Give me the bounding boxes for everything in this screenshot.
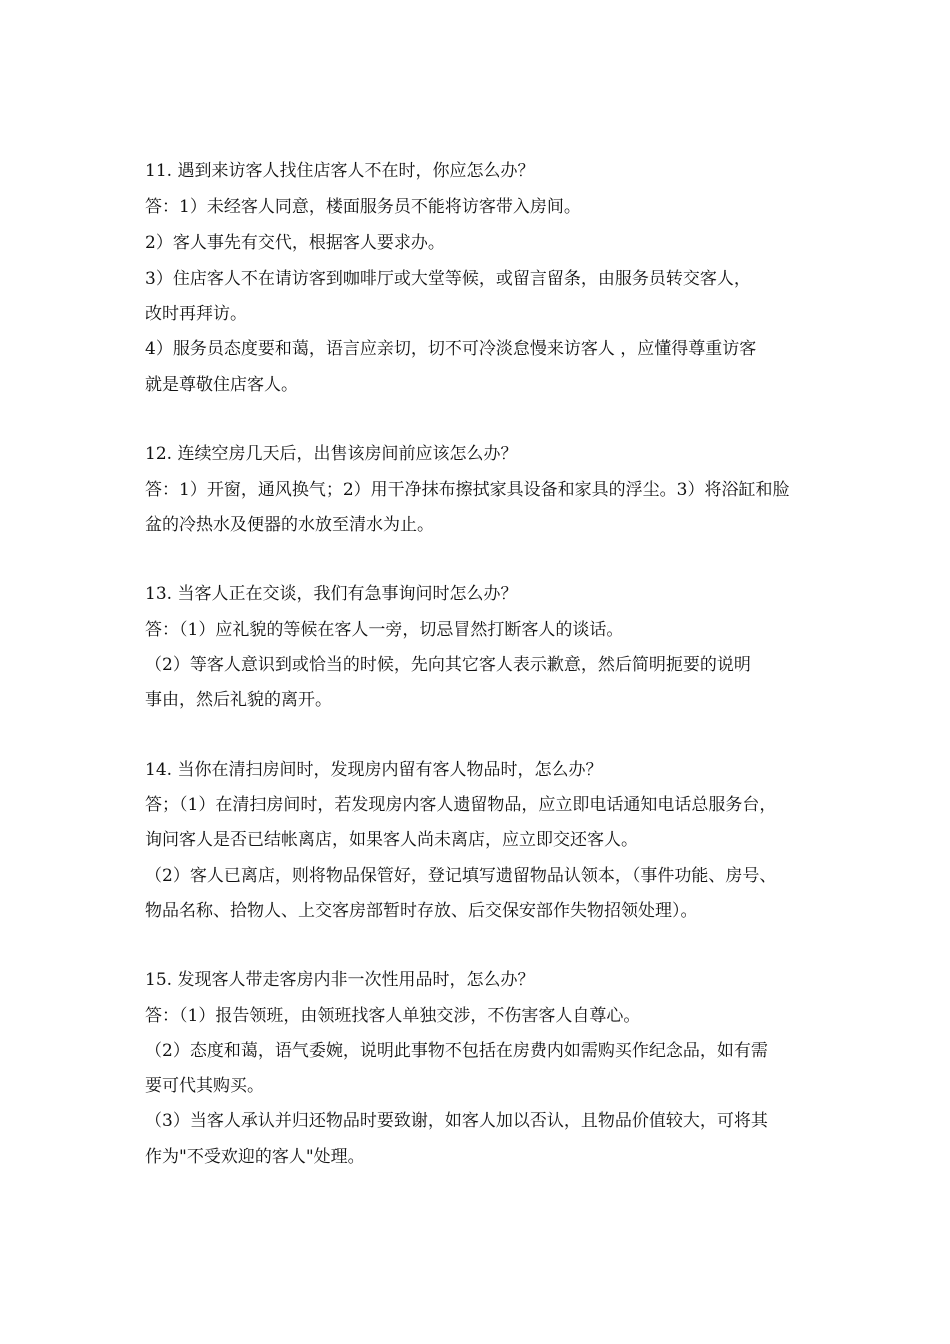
- answer-12-line-1: 答：1）开窗，通风换气；2）用干净抹布擦拭家具设备和家具的浮尘。3）将浴缸和脸: [145, 480, 790, 500]
- question-15-title: 15. 发现客人带走客房内非一次性用品时，怎么办？: [145, 970, 535, 990]
- answer-15-line-4: （3）当客人承认并归还物品时要致谢，如客人加以否认，且物品价值较大，可将其: [145, 1111, 768, 1131]
- answer-13-line-2: （2）等客人意识到或恰当的时候，先向其它客人表示歉意，然后简明扼要的说明: [145, 655, 751, 675]
- answer-14-line-1: 答；（1）在清扫房间时，若发现房内客人遗留物品，应立即电话通知电话总服务台，: [145, 795, 777, 815]
- answer-11-line-3: 3）住店客人不在请访客到咖啡厅或大堂等候，或留言留条，由服务员转交客人，: [145, 269, 751, 289]
- answer-13-line-1: 答：（1）应礼貌的等候在客人一旁，切忌冒然打断客人的谈话。: [145, 620, 624, 640]
- answer-11-line-4: 改时再拜访。: [145, 304, 247, 324]
- answer-15-line-5: 作为"不受欢迎的客人"处理。: [145, 1147, 365, 1167]
- answer-15-line-2: （2）态度和蔼，语气委婉，说明此事物不包括在房费内如需购买作纪念品，如有需: [145, 1041, 768, 1061]
- question-14-title: 14. 当你在清扫房间时，发现房内留有客人物品时，怎么办？: [145, 760, 603, 780]
- answer-14-line-4: 物品名称、拾物人、上交客房部暂时存放、后交保安部作失物招领处理）。: [145, 901, 698, 921]
- answer-11-line-6: 就是尊敬住店客人。: [145, 375, 298, 395]
- answer-14-line-2: 询问客人是否已结帐离店，如果客人尚未离店，应立即交还客人。: [145, 830, 638, 850]
- answer-14-line-3: （2）客人已离店，则将物品保管好，登记填写遗留物品认领本，（事件功能、房号、: [145, 866, 777, 886]
- answer-12-line-2: 盆的冷热水及便器的水放至清水为止。: [145, 515, 434, 535]
- answer-13-line-3: 事由，然后礼貌的离开。: [145, 690, 332, 710]
- answer-15-line-3: 要可代其购买。: [145, 1076, 264, 1096]
- answer-11-line-2: 2）客人事先有交代，根据客人要求办。: [145, 233, 445, 253]
- question-13-title: 13. 当客人正在交谈，我们有急事询问时怎么办？: [145, 584, 518, 604]
- answer-11-line-1: 答：1）未经客人同意，楼面服务员不能将访客带入房间。: [145, 197, 581, 217]
- question-12-title: 12. 连续空房几天后，出售该房间前应该怎么办？: [145, 444, 518, 464]
- question-11-title: 11. 遇到来访客人找住店客人不在时，你应怎么办？: [145, 161, 535, 181]
- answer-11-line-5: 4）服务员态度要和蔼，语言应亲切，切不可冷淡怠慢来访客人 ，应懂得尊重访客: [145, 339, 757, 359]
- answer-15-line-1: 答：（1）报告领班，由领班找客人单独交涉，不伤害客人自尊心。: [145, 1006, 641, 1026]
